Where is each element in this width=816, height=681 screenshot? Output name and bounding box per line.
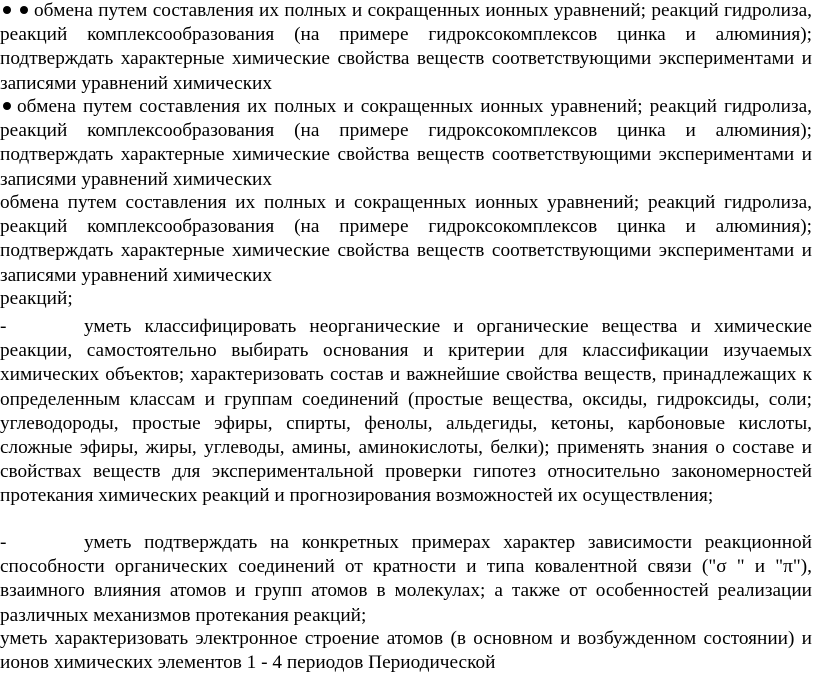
bullet-icon (3, 6, 11, 14)
paragraph-5 (0, 315, 812, 509)
bullet-icon (3, 102, 11, 110)
paragraph-2 (0, 95, 812, 192)
paragraph-text: обмена путем составления их полных и сокращенных ионных уравнений; реакций гидролиза, реакций комплексообразования (на примере гидроксокомплексов цинка и алюминия); подтверждать характерные химические свойства веществ соответствующими экспериментами и записями уравнений химических (0, 0, 812, 94)
paragraph-4 (0, 287, 812, 311)
list-dash: - (0, 532, 7, 553)
paragraph-3 (0, 191, 812, 288)
paragraph-6 (0, 531, 812, 628)
paragraph-1 (0, 0, 812, 96)
list-dash: - (0, 316, 7, 337)
paragraph-text: уметь классифицировать неорганические и органические вещества и химические реакции, самостоятельно выбирать основания и критерии для классификации изучаемых химических объектов; характеризовать состав и важнейшие свойства веществ, принадлежащих к определенным классам и группам соединений (простые вещества, оксиды, гидроксиды, соли; углеводороды, простые эфиры, спирты, фенолы, альдегиды, кетоны, карбоновые кислоты, сложные эфиры, жиры, углеводы, амины, аминокислоты, белки); применять знания о составе и свойствах веществ для экспериментальной проверки гипотез относительно закономерностей протекания химических реакций и прогнозирования возможностей их осуществления; (0, 316, 812, 507)
paragraph-text: уметь характеризовать электронное строение атомов (в основном и возбужденном состоянии) и ионов химических элементов 1 - 4 периодов Периодической (0, 628, 812, 674)
paragraph-text: обмена путем составления их полных и сокращенных ионных уравнений; реакций гидролиза, реакций комплексообразования (на примере гидроксокомплексов цинка и алюминия); подтверждать характерные химические свойства веществ соответствующими экспериментами и записями уравнений химических (0, 192, 812, 286)
paragraph-7 (0, 627, 812, 675)
bullet-icon (20, 6, 28, 14)
paragraph-text: уметь подтверждать на конкретных примерах характер зависимости реакционной способности органических соединений от кратности и типа ковалентной связи ("σ " и "π"), взаимного влияния атомов и групп атомов в молекулах; а также от особенностей реализации различных механизмов протекания реакций; (0, 532, 812, 626)
paragraph-text: обмена путем составления их полных и сокращенных ионных уравнений; реакций гидролиза, реакций комплексообразования (на примере гидроксокомплексов цинка и алюминия); подтверждать характерные химические свойства веществ соответствующими экспериментами и записями уравнений химических (0, 96, 812, 190)
paragraph-text: реакций; (0, 288, 73, 309)
